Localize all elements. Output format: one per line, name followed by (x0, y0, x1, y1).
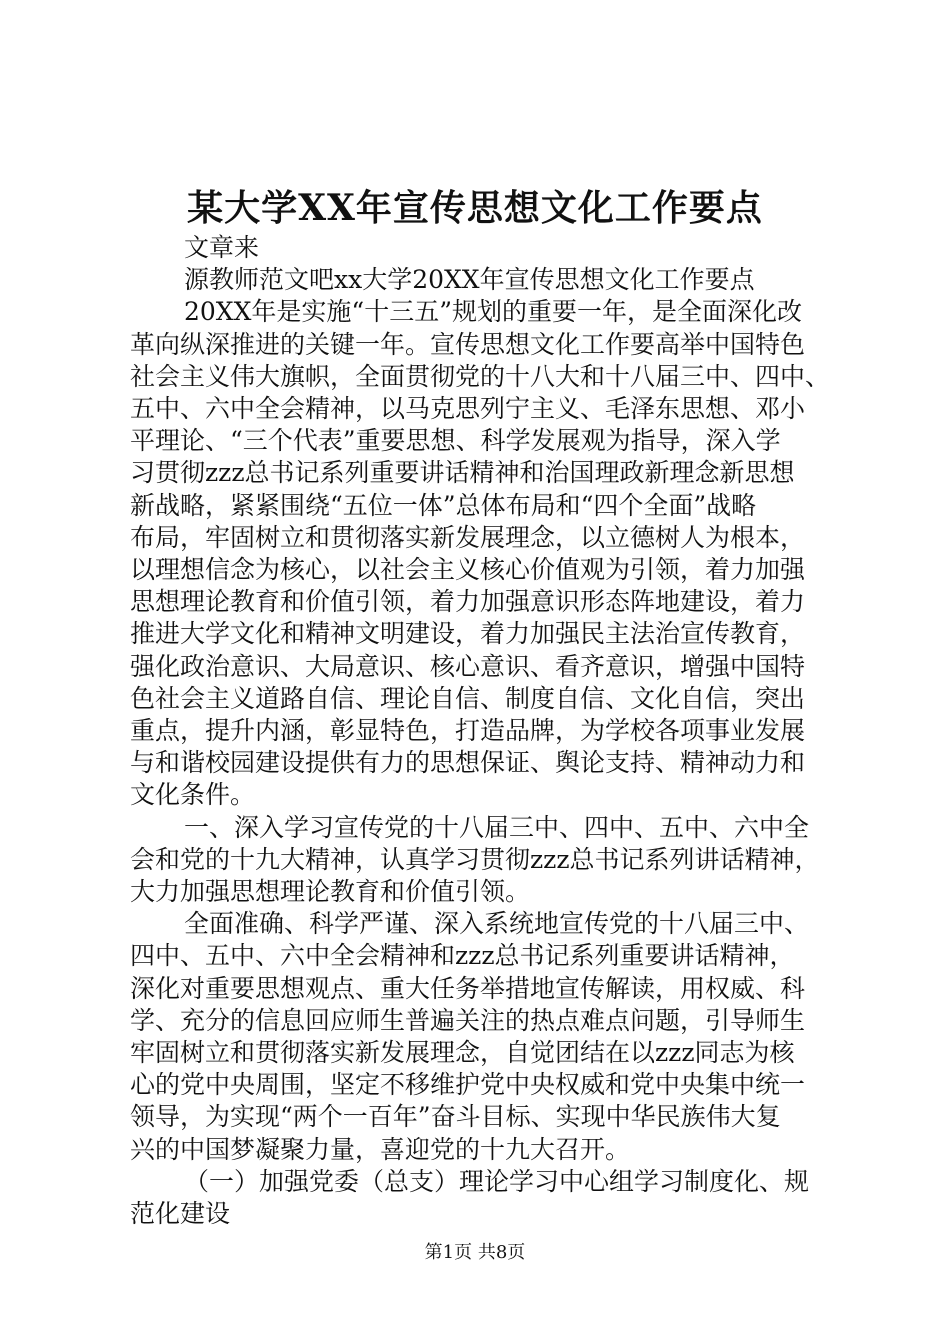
text-line: 兴的中国梦凝聚力量，喜迎党的十九大召开。 (130, 1134, 631, 1164)
text-line: 学、充分的信息回应师生普遍关注的热点难点问题，引导师生 (130, 1005, 806, 1035)
text-line: 推进大学文化和精神文明建设，着力加强民主法治宣传教育， (130, 619, 806, 649)
text-line: 重点，提升内涵，彰显特色，打造品牌，为学校各项事业发展 (130, 716, 806, 746)
text-line: 文化条件。 (130, 780, 256, 810)
text-line: 新战略，紧紧围绕“五位一体”总体布局和“四个全面”战略 (130, 490, 757, 520)
text-line: 习贯彻zzz总书记系列重要讲话精神和治国理政新理念新思想 (130, 458, 795, 488)
text-line: 平理论、“三个代表”重要思想、科学发展观为指导，深入学 (130, 426, 781, 456)
text-line: 牢固树立和贯彻落实新发展理念，自觉团结在以zzz同志为核 (130, 1038, 795, 1068)
text-line: 布局，牢固树立和贯彻落实新发展理念，以立德树人为根本， (130, 522, 806, 552)
text-line: 全面准确、科学严谨、深入系统地宣传党的十八届三中、 (184, 909, 810, 939)
text-line: 文章来 (184, 233, 260, 262)
text-line: 会和党的十九大精神，认真学习贯彻zzz总书记系列讲话精神， (130, 844, 820, 874)
text-line: 范化建设 (130, 1199, 231, 1229)
text-line: 大力加强思想理论教育和价值引领。 (130, 877, 531, 907)
text-line: 领导，为实现“两个一百年”奋斗目标、实现中华民族伟大复 (130, 1102, 781, 1132)
text-line: 强化政治意识、大局意识、核心意识、看齐意识，增强中国特 (130, 651, 806, 681)
text-line: 革向纵深推进的关键一年。宣传思想文化工作要高举中国特色 (130, 329, 806, 359)
text-line: 一、深入学习宣传党的十八届三中、四中、五中、六中全 (184, 812, 810, 842)
text-line: 思想理论教育和价值引领，着力加强意识形态阵地建设，着力 (130, 587, 806, 617)
text-line: 色社会主义道路自信、理论自信、制度自信、文化自信，突出 (130, 683, 806, 713)
page-footer: 第1页 共8页 (424, 1242, 526, 1263)
text-line: 社会主义伟大旗帜，全面贯彻党的十八大和十八届三中、四中、 (130, 361, 831, 391)
text-line: 源教师范文吧xx大学20XX年宣传思想文化工作要点 (184, 265, 755, 295)
text-line: 心的党中央周围，坚定不移维护党中央权威和党中央集中统一 (130, 1070, 806, 1100)
text-line: 五中、六中全会精神，以马克思列宁主义、毛泽东思想、邓小 (130, 394, 806, 424)
text-line: 深化对重要思想观点、重大任务举措地宣传解读，用权威、科 (130, 973, 806, 1003)
text-line: 与和谐校园建设提供有力的思想保证、舆论支持、精神动力和 (130, 748, 806, 778)
text-line: （一）加强党委（总支）理论学习中心组学习制度化、规 (184, 1166, 810, 1196)
text-line: 以理想信念为核心，以社会主义核心价值观为引领，着力加强 (130, 555, 806, 585)
text-line: 四中、五中、六中全会精神和zzz总书记系列重要讲话精神， (130, 941, 795, 971)
text-line: 20XX年是实施“十三五”规划的重要一年，是全面深化改 (184, 297, 802, 327)
document-title: 某大学XX年宣传思想文化工作要点 (187, 187, 763, 229)
document-body (130, 232, 830, 1230)
